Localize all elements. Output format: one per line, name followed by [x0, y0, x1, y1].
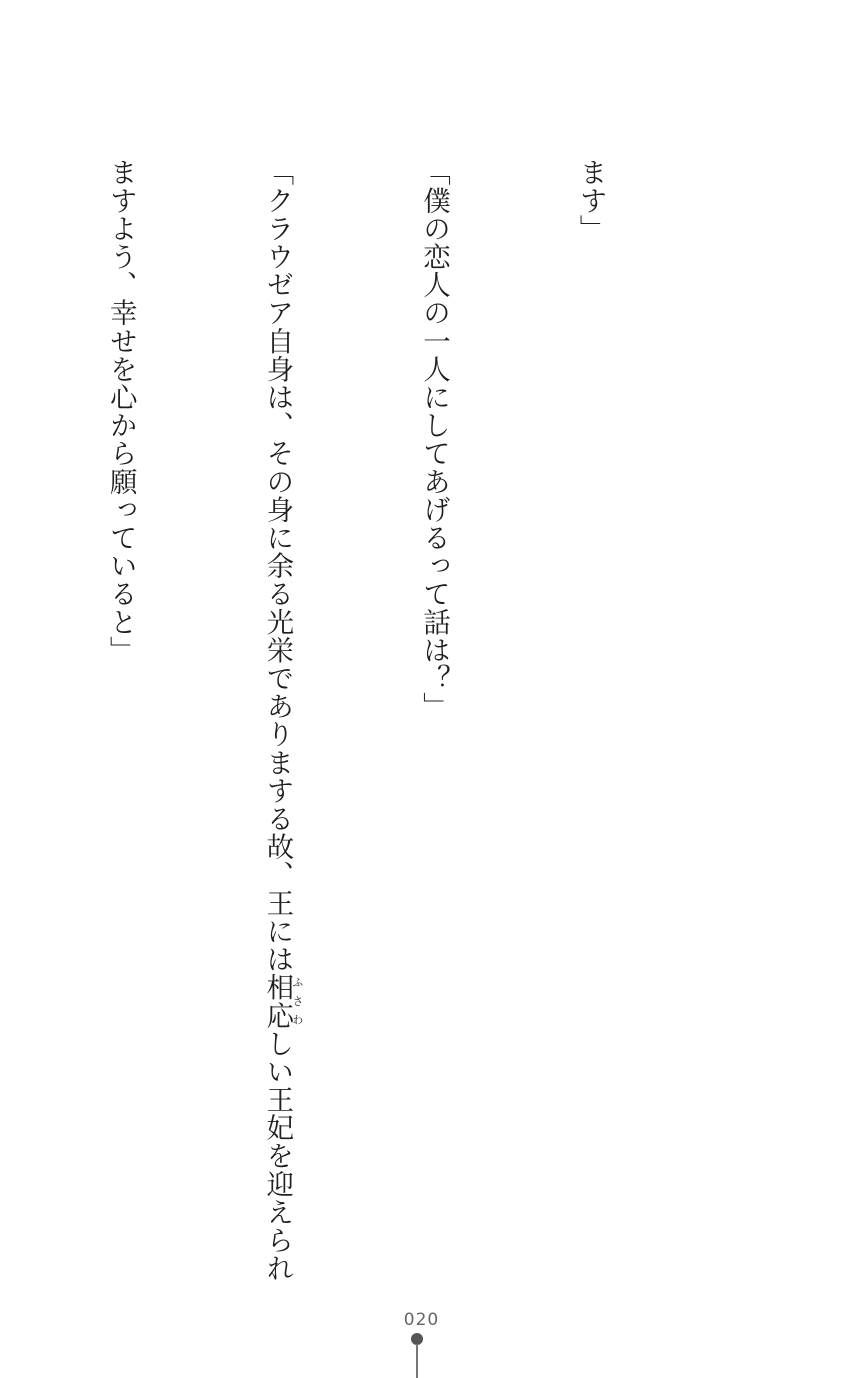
vertical-text-block: [0, 158, 721, 1283]
furigana-ruby: 相応ふさわ: [261, 972, 304, 1030]
furigana-reading: ふさわ: [290, 972, 304, 1030]
text-line: 「クラウゼア自身は、その身に余る光栄でありまする故、王には相応ふさわしい王妃を迎えられ: [261, 158, 304, 1283]
page-number: 020: [403, 1310, 440, 1330]
page-marker-line: [416, 1344, 418, 1378]
text-line: ます」: [574, 158, 607, 243]
text-line: ますよう、幸せを心から願っていると」: [104, 158, 137, 664]
text-line: 「僕の恋人の一人にしてあげるって話は？」: [417, 158, 450, 720]
